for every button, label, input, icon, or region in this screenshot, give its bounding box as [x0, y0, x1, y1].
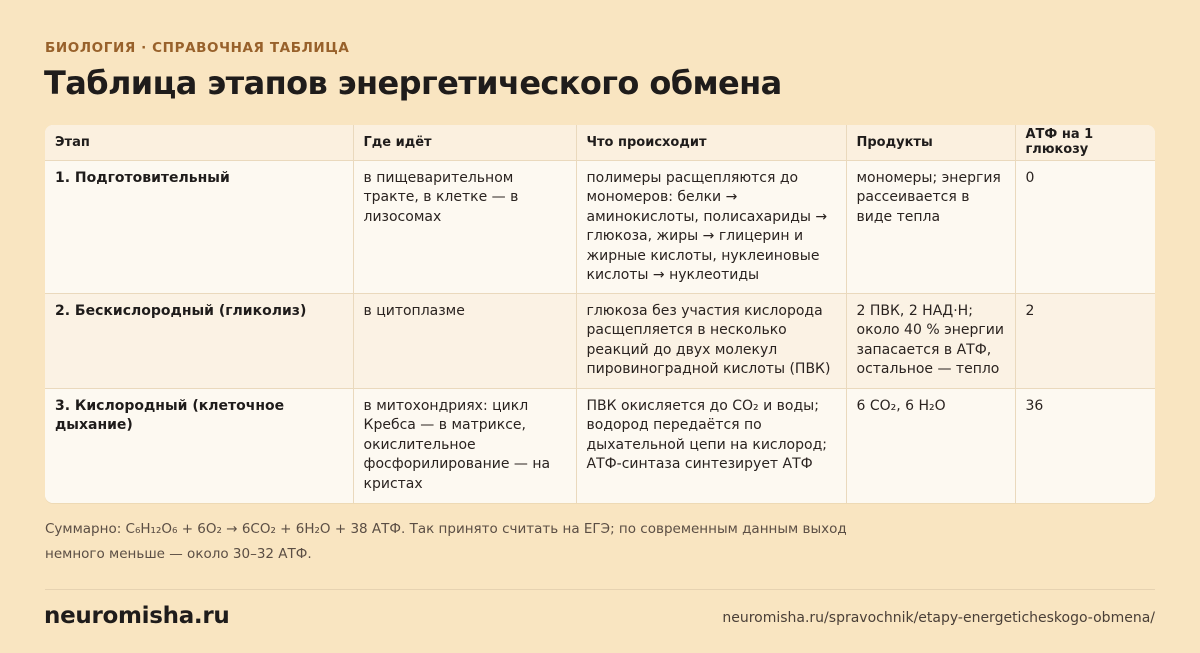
category-label: БИОЛОГИЯ · СПРАВОЧНАЯ ТАБЛИЦА [45, 40, 350, 56]
cell-stage: 3. Кислородный (клеточное дыхание) [45, 388, 353, 503]
stages-table-card [45, 125, 1155, 503]
page-url[interactable]: neuromisha.ru/spravochnik/etapy-energeticheskogo-obmena/ [722, 610, 1155, 626]
table-row [45, 388, 1155, 503]
column-header-what: Что происходит [576, 125, 846, 160]
cell-atp: 36 [1015, 388, 1155, 503]
column-header-stage: Этап [45, 125, 353, 160]
cell-stage: 2. Бескислородный (гликолиз) [45, 293, 353, 388]
cell-where: в митохондриях: цикл Кребса — в матриксе, окислительное фосфорилирование — на кристах [353, 388, 576, 503]
table-row [45, 160, 1155, 293]
cell-what: глюкоза без участия кислорода расщепляется в несколько реакций до двух молекул пировиноградной кислоты (ПВК) [576, 293, 846, 388]
cell-where: в пищеварительном тракте, в клетке — в лизосомах [353, 160, 576, 293]
summary-note: Суммарно: C₆H₁₂O₆ + 6O₂ → 6CO₂ + 6H₂O + 38 АТФ. Так принято считать на ЕГЭ; по современным данным выход немного меньше — около 30–32 АТФ. [45, 521, 847, 562]
table-row [45, 293, 1155, 388]
cell-atp: 0 [1015, 160, 1155, 293]
footer-divider [45, 589, 1155, 590]
cell-products: 2 ПВК, 2 НАД·Н; около 40 % энергии запасается в АТФ, остальное — тепло [846, 293, 1015, 388]
cell-what: ПВК окисляется до CO₂ и воды; водород передаётся по дыхательной цепи на кислород; АТФ-синтаза синтезирует АТФ [576, 388, 846, 503]
cell-atp: 2 [1015, 293, 1155, 388]
column-header-where: Где идёт [353, 125, 576, 160]
column-header-products: Продукты [846, 125, 1015, 160]
cell-stage: 1. Подготовительный [45, 160, 353, 293]
cell-where: в цитоплазме [353, 293, 576, 388]
page-title: Таблица этапов энергетического обмена [44, 64, 782, 102]
column-header-atp: АТФ на 1 глюкозу [1015, 125, 1155, 160]
stages-table [45, 125, 1155, 503]
table-header-row [45, 125, 1155, 160]
site-brand[interactable]: neuromisha.ru [44, 603, 230, 629]
cell-products: 6 CO₂, 6 H₂O [846, 388, 1015, 503]
cell-what: полимеры расщепляются до мономеров: белки → аминокислоты, полисахариды → глюкоза, жиры → глицерин и жирные кислоты, нуклеиновые кислоты → нуклеотиды [576, 160, 846, 293]
cell-products: мономеры; энергия рассеивается в виде тепла [846, 160, 1015, 293]
